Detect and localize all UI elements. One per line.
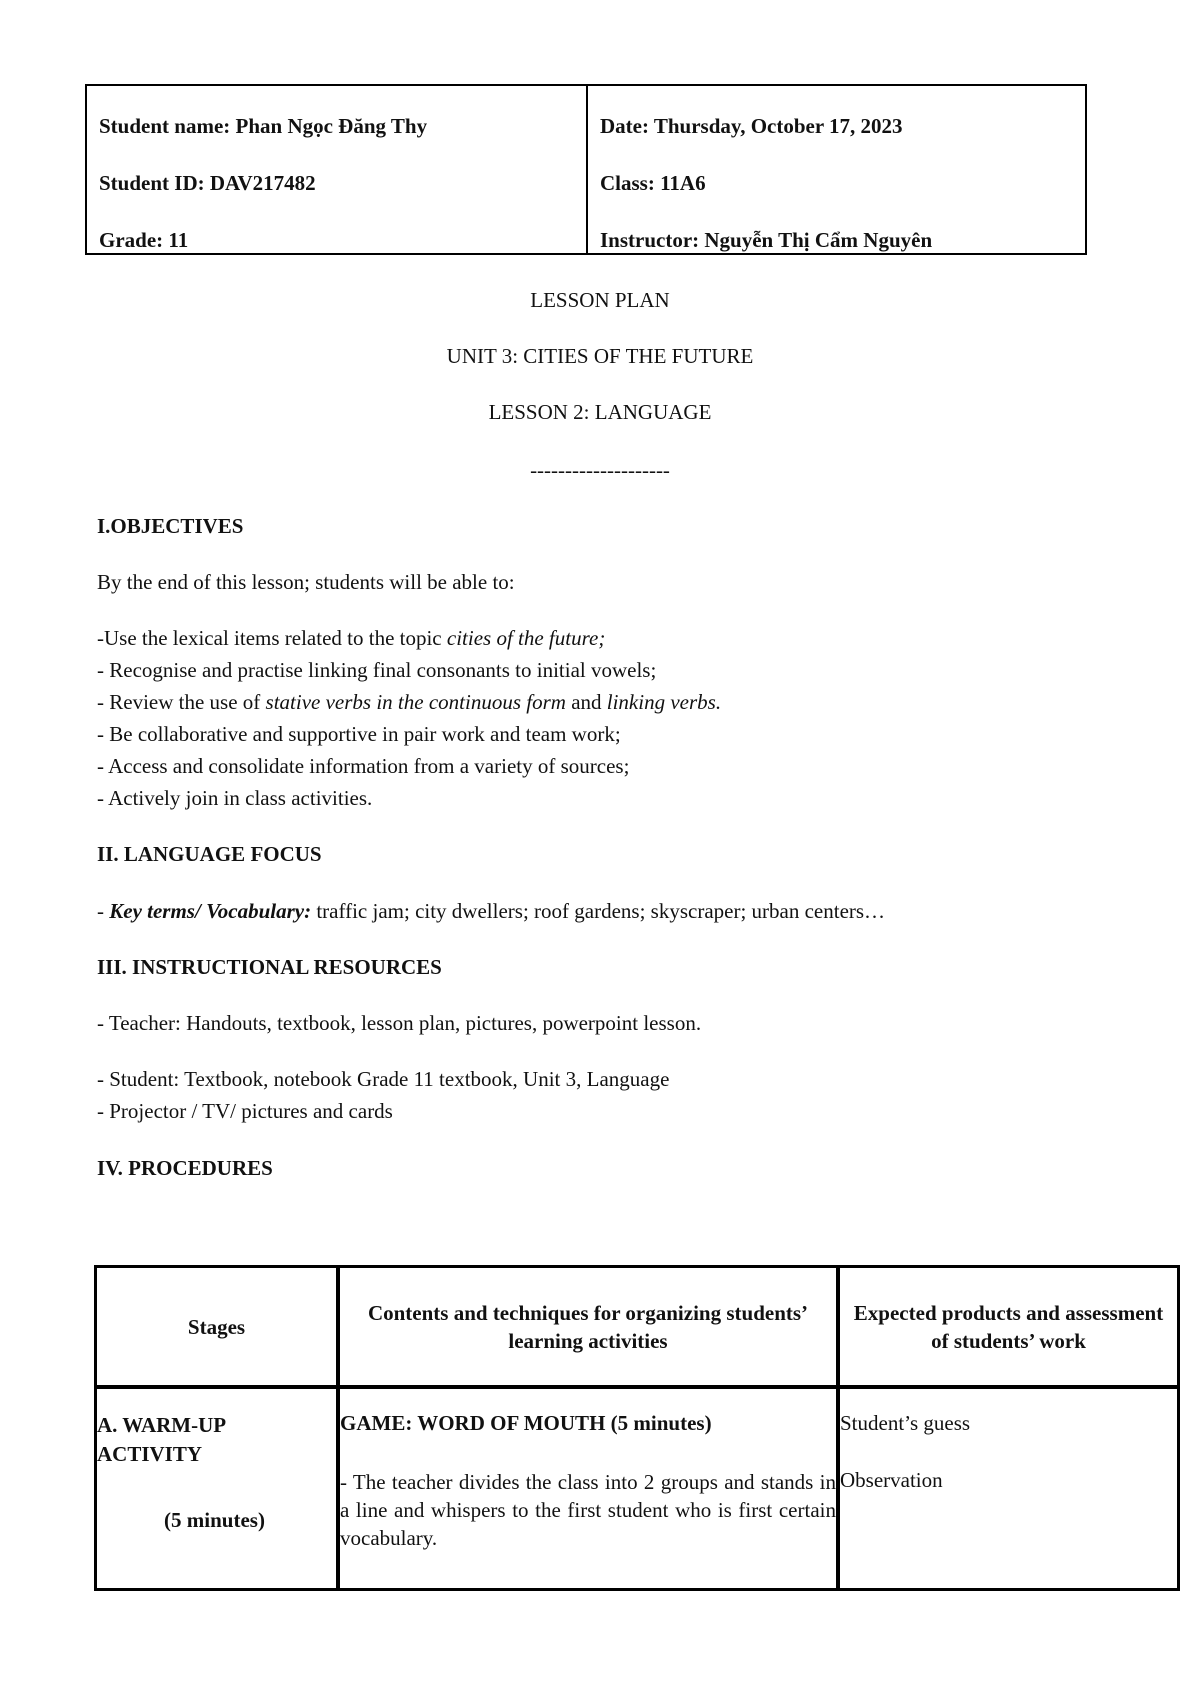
objective-item: - Access and consolidate information from a variety of sources;: [97, 754, 630, 778]
header-divider: [97, 1385, 1177, 1389]
instructor: Instructor: Nguyễn Thị Cẩm Nguyên: [600, 228, 933, 252]
game-description: - The teacher divides the class into 2 groups and stands in a line and whispers to the first student who is first certain vocabulary.: [340, 1470, 836, 1550]
objective-item: [97, 686, 1140, 718]
resource-list: [97, 1063, 1140, 1127]
stage-name: A. WARM-UP ACTIVITY: [97, 1413, 225, 1466]
student-info-left: [87, 86, 586, 253]
date: Date: Thursday, October 17, 2023: [600, 114, 903, 138]
objective-item: [97, 622, 1140, 654]
objective-item: - Recognise and practise linking final consonants to initial vowels;: [97, 658, 657, 682]
lesson-title: LESSON 2: LANGUAGE: [488, 400, 712, 424]
objective-text: and: [565, 690, 607, 714]
procedures-heading: IV. PROCEDURES: [97, 1156, 273, 1180]
student-info-right: [586, 86, 1085, 253]
grade: Grade: 11: [99, 228, 189, 252]
procedures-table: [94, 1265, 1180, 1591]
stage-time: (5 minutes): [164, 1508, 265, 1532]
header-stages: Stages: [187, 1314, 246, 1339]
resource-teacher: - Teacher: Handouts, textbook, lesson plan, pictures, powerpoint lesson.: [97, 1011, 702, 1035]
class: Class: 11A6: [600, 171, 706, 195]
objectives-heading: I.OBJECTIVES: [97, 514, 244, 538]
resources-heading: III. INSTRUCTIONAL RESOURCES: [97, 955, 442, 979]
key-terms-label: Key terms/ Vocabulary:: [109, 899, 312, 923]
resource-projector: - Projector / TV/ pictures and cards: [97, 1099, 393, 1123]
student-info-table: [85, 84, 1087, 255]
objective-item: - Be collaborative and supportive in pair work and team work;: [97, 722, 621, 746]
objective-italic: cities of the future;: [446, 626, 606, 650]
header-contents: Contents and techniques for organizing students’ learning activities: [367, 1300, 809, 1353]
objectives-list: [97, 622, 1140, 814]
objective-text: - Review the use of: [97, 690, 266, 714]
dash: -: [97, 899, 110, 923]
doc-title: LESSON PLAN: [530, 288, 670, 312]
language-focus-heading: II. LANGUAGE FOCUS: [97, 842, 322, 866]
objective-italic: stative verbs in the continuous form: [265, 690, 566, 714]
student-id: Student ID: DAV217482: [99, 171, 316, 195]
divider: --------------------: [530, 458, 670, 482]
product-observation: Observation: [840, 1468, 943, 1492]
objective-italic: linking verbs.: [606, 690, 722, 714]
objectives-intro: By the end of this lesson; students will be able to:: [97, 570, 515, 594]
resource-student: - Student: Textbook, notebook Grade 11 textbook, Unit 3, Language: [97, 1067, 670, 1091]
student-name: Student name: Phan Ngọc Đăng Thy: [99, 114, 428, 138]
unit-title: UNIT 3: CITIES OF THE FUTURE: [446, 344, 754, 368]
header-products: Expected products and assessment of students’ work: [853, 1300, 1164, 1353]
product-guess: Student’s guess: [840, 1411, 971, 1435]
objective-item: - Actively join in class activities.: [97, 786, 373, 810]
vocabulary-line: [97, 895, 1140, 927]
objective-text: -Use the lexical items related to the topic: [97, 626, 447, 650]
vocabulary-list: traffic jam; city dwellers; roof gardens; skyscraper; urban centers…: [311, 899, 886, 923]
game-title: GAME: WORD OF MOUTH (5 minutes): [340, 1411, 712, 1435]
